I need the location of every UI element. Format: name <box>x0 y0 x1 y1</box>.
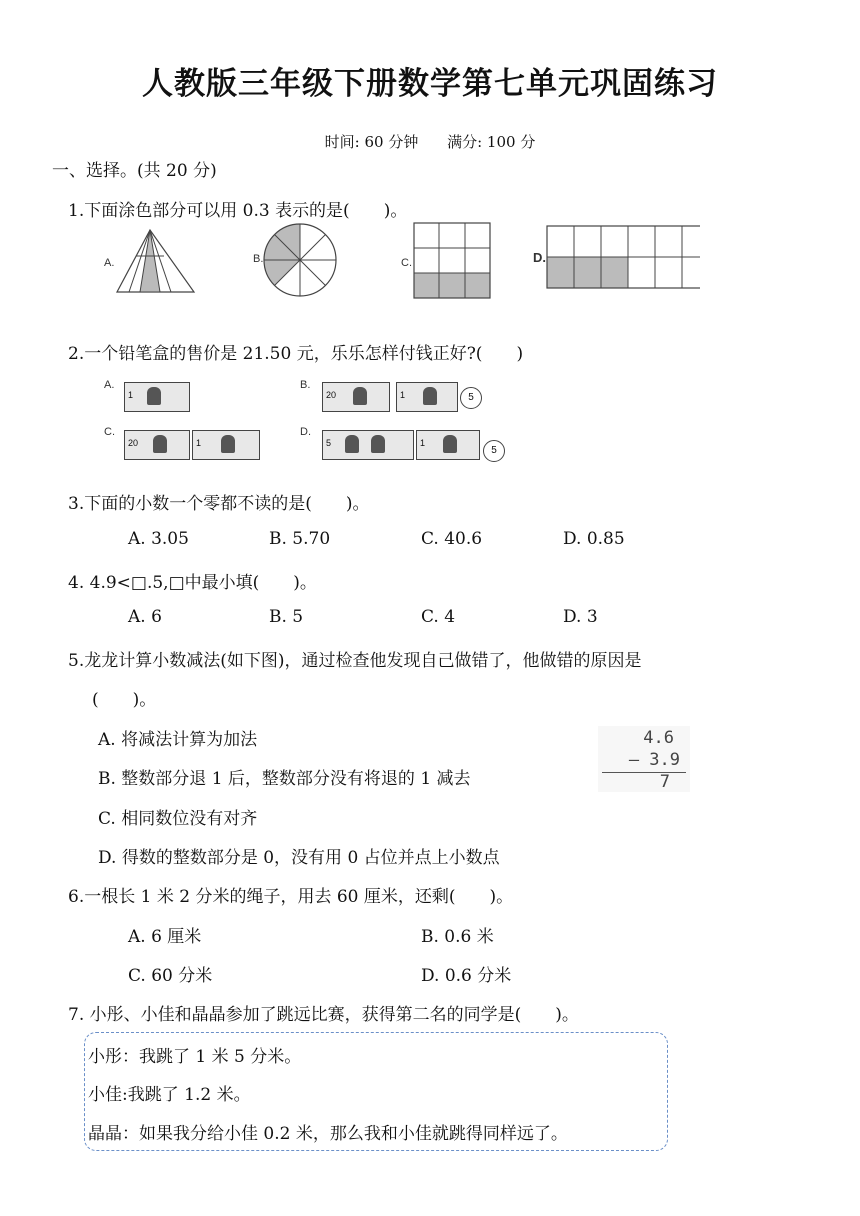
question-4-stem: 4. 4.9<□.5,□中最小填( )。 <box>68 573 317 593</box>
question-1-stem: 1.下面涂色部分可以用 0.3 表示的是( )。 <box>68 201 408 221</box>
q6-option-a[interactable]: A. 6 厘米 <box>128 927 202 947</box>
question-5-stem-cont: ( )。 <box>92 690 157 710</box>
time-limit: 时间: 60 分钟 <box>324 133 419 151</box>
figure-d-grid <box>533 226 700 288</box>
q3-option-c[interactable]: C. 40.6 <box>421 529 483 549</box>
q4-option-c[interactable]: C. 4 <box>421 607 456 627</box>
note-value: 20 <box>128 438 139 448</box>
q4-option-d[interactable]: D. 3 <box>563 607 598 627</box>
question-3-stem: 3.下面的小数一个零都不读的是( )。 <box>68 494 370 514</box>
exam-meta <box>0 131 860 152</box>
figure-a-triangle <box>104 230 194 292</box>
option-a-label: A. <box>104 379 115 391</box>
calc-result: 7 <box>659 772 670 792</box>
figure-c-grid <box>401 223 490 298</box>
q4-option-b[interactable]: B. 5 <box>269 607 304 627</box>
question-1-figures <box>100 222 700 304</box>
coin-d: 5 <box>483 440 505 462</box>
dialogue-line-jingjing: 晶晶：如果我分给小佳 0.2 米，那么我和小佳就跳得同样远了。 <box>88 1124 568 1144</box>
figure-c-label: C. <box>401 257 412 269</box>
full-score: 满分: 100 分 <box>447 133 536 151</box>
coin-b: 5 <box>460 387 482 409</box>
banknote-20-c <box>124 430 190 460</box>
banknote-1-b <box>396 382 458 412</box>
q4-option-a[interactable]: A. 6 <box>128 607 162 627</box>
calc-subtrahend: — 3.9 <box>628 750 680 770</box>
q3-option-a[interactable]: A. 3.05 <box>128 529 189 549</box>
banknote-stack-a <box>124 382 190 412</box>
banknote-1-d <box>416 430 480 460</box>
figure-b-label: B. <box>253 253 264 265</box>
q5-option-b[interactable]: B. 整数部分退 1 后，整数部分没有将退的 1 减去 <box>98 769 471 789</box>
option-c-label: C. <box>104 426 115 438</box>
question-5-stem: 5.龙龙计算小数减法(如下图)，通过检查他发现自己做错了，他做错的原因是 <box>68 651 642 671</box>
dialogue-line-xiaojia: 小佳:我跳了 1.2 米。 <box>88 1085 251 1105</box>
subtraction-figure <box>598 726 690 792</box>
q6-option-d[interactable]: D. 0.6 分米 <box>421 966 512 986</box>
option-d-label: D. <box>300 426 311 438</box>
figure-a-label: A. <box>104 257 115 269</box>
option-b-label: B. <box>300 379 311 391</box>
banknote-1-c <box>192 430 260 460</box>
page-title: 人教版三年级下册数学第七单元巩固练习 <box>142 66 718 102</box>
q6-option-b[interactable]: B. 0.6 米 <box>421 927 494 947</box>
dialogue-line-xiaotong: 小彤：我跳了 1 米 5 分米。 <box>88 1047 302 1067</box>
q5-option-c[interactable]: C. 相同数位没有对齐 <box>98 809 258 829</box>
q5-option-d[interactable]: D. 得数的整数部分是 0，没有用 0 占位并点上小数点 <box>98 848 500 868</box>
q6-option-c[interactable]: C. 60 分米 <box>128 966 213 986</box>
note-value: 1 <box>420 438 426 448</box>
note-value: 1 <box>196 438 202 448</box>
question-2-stem: 2.一个铅笔盒的售价是 21.50 元，乐乐怎样付钱正好?( ) <box>68 344 524 364</box>
q3-option-b[interactable]: B. 5.70 <box>269 529 331 549</box>
q5-option-a[interactable]: A. 将减法计算为加法 <box>98 730 258 750</box>
figure-d-label: D. <box>533 250 546 265</box>
q3-option-d[interactable]: D. 0.85 <box>563 529 625 549</box>
note-value: 20 <box>326 390 337 400</box>
figure-b-circle <box>253 224 336 296</box>
section-heading: 一、选择。(共 20 分) <box>52 161 217 181</box>
banknote-20-b <box>322 382 390 412</box>
calc-minuend: 4.6 <box>643 728 674 748</box>
note-value: 1 <box>400 390 406 400</box>
question-7-stem: 7. 小彤、小佳和晶晶参加了跳远比赛，获得第二名的同学是( )。 <box>68 1005 579 1025</box>
note-value: 1 <box>128 390 134 400</box>
banknote-5-stack-d <box>322 430 414 460</box>
question-6-stem: 6.一根长 1 米 2 分米的绳子，用去 60 厘米，还剩( )。 <box>68 887 514 907</box>
note-value: 5 <box>326 438 332 448</box>
